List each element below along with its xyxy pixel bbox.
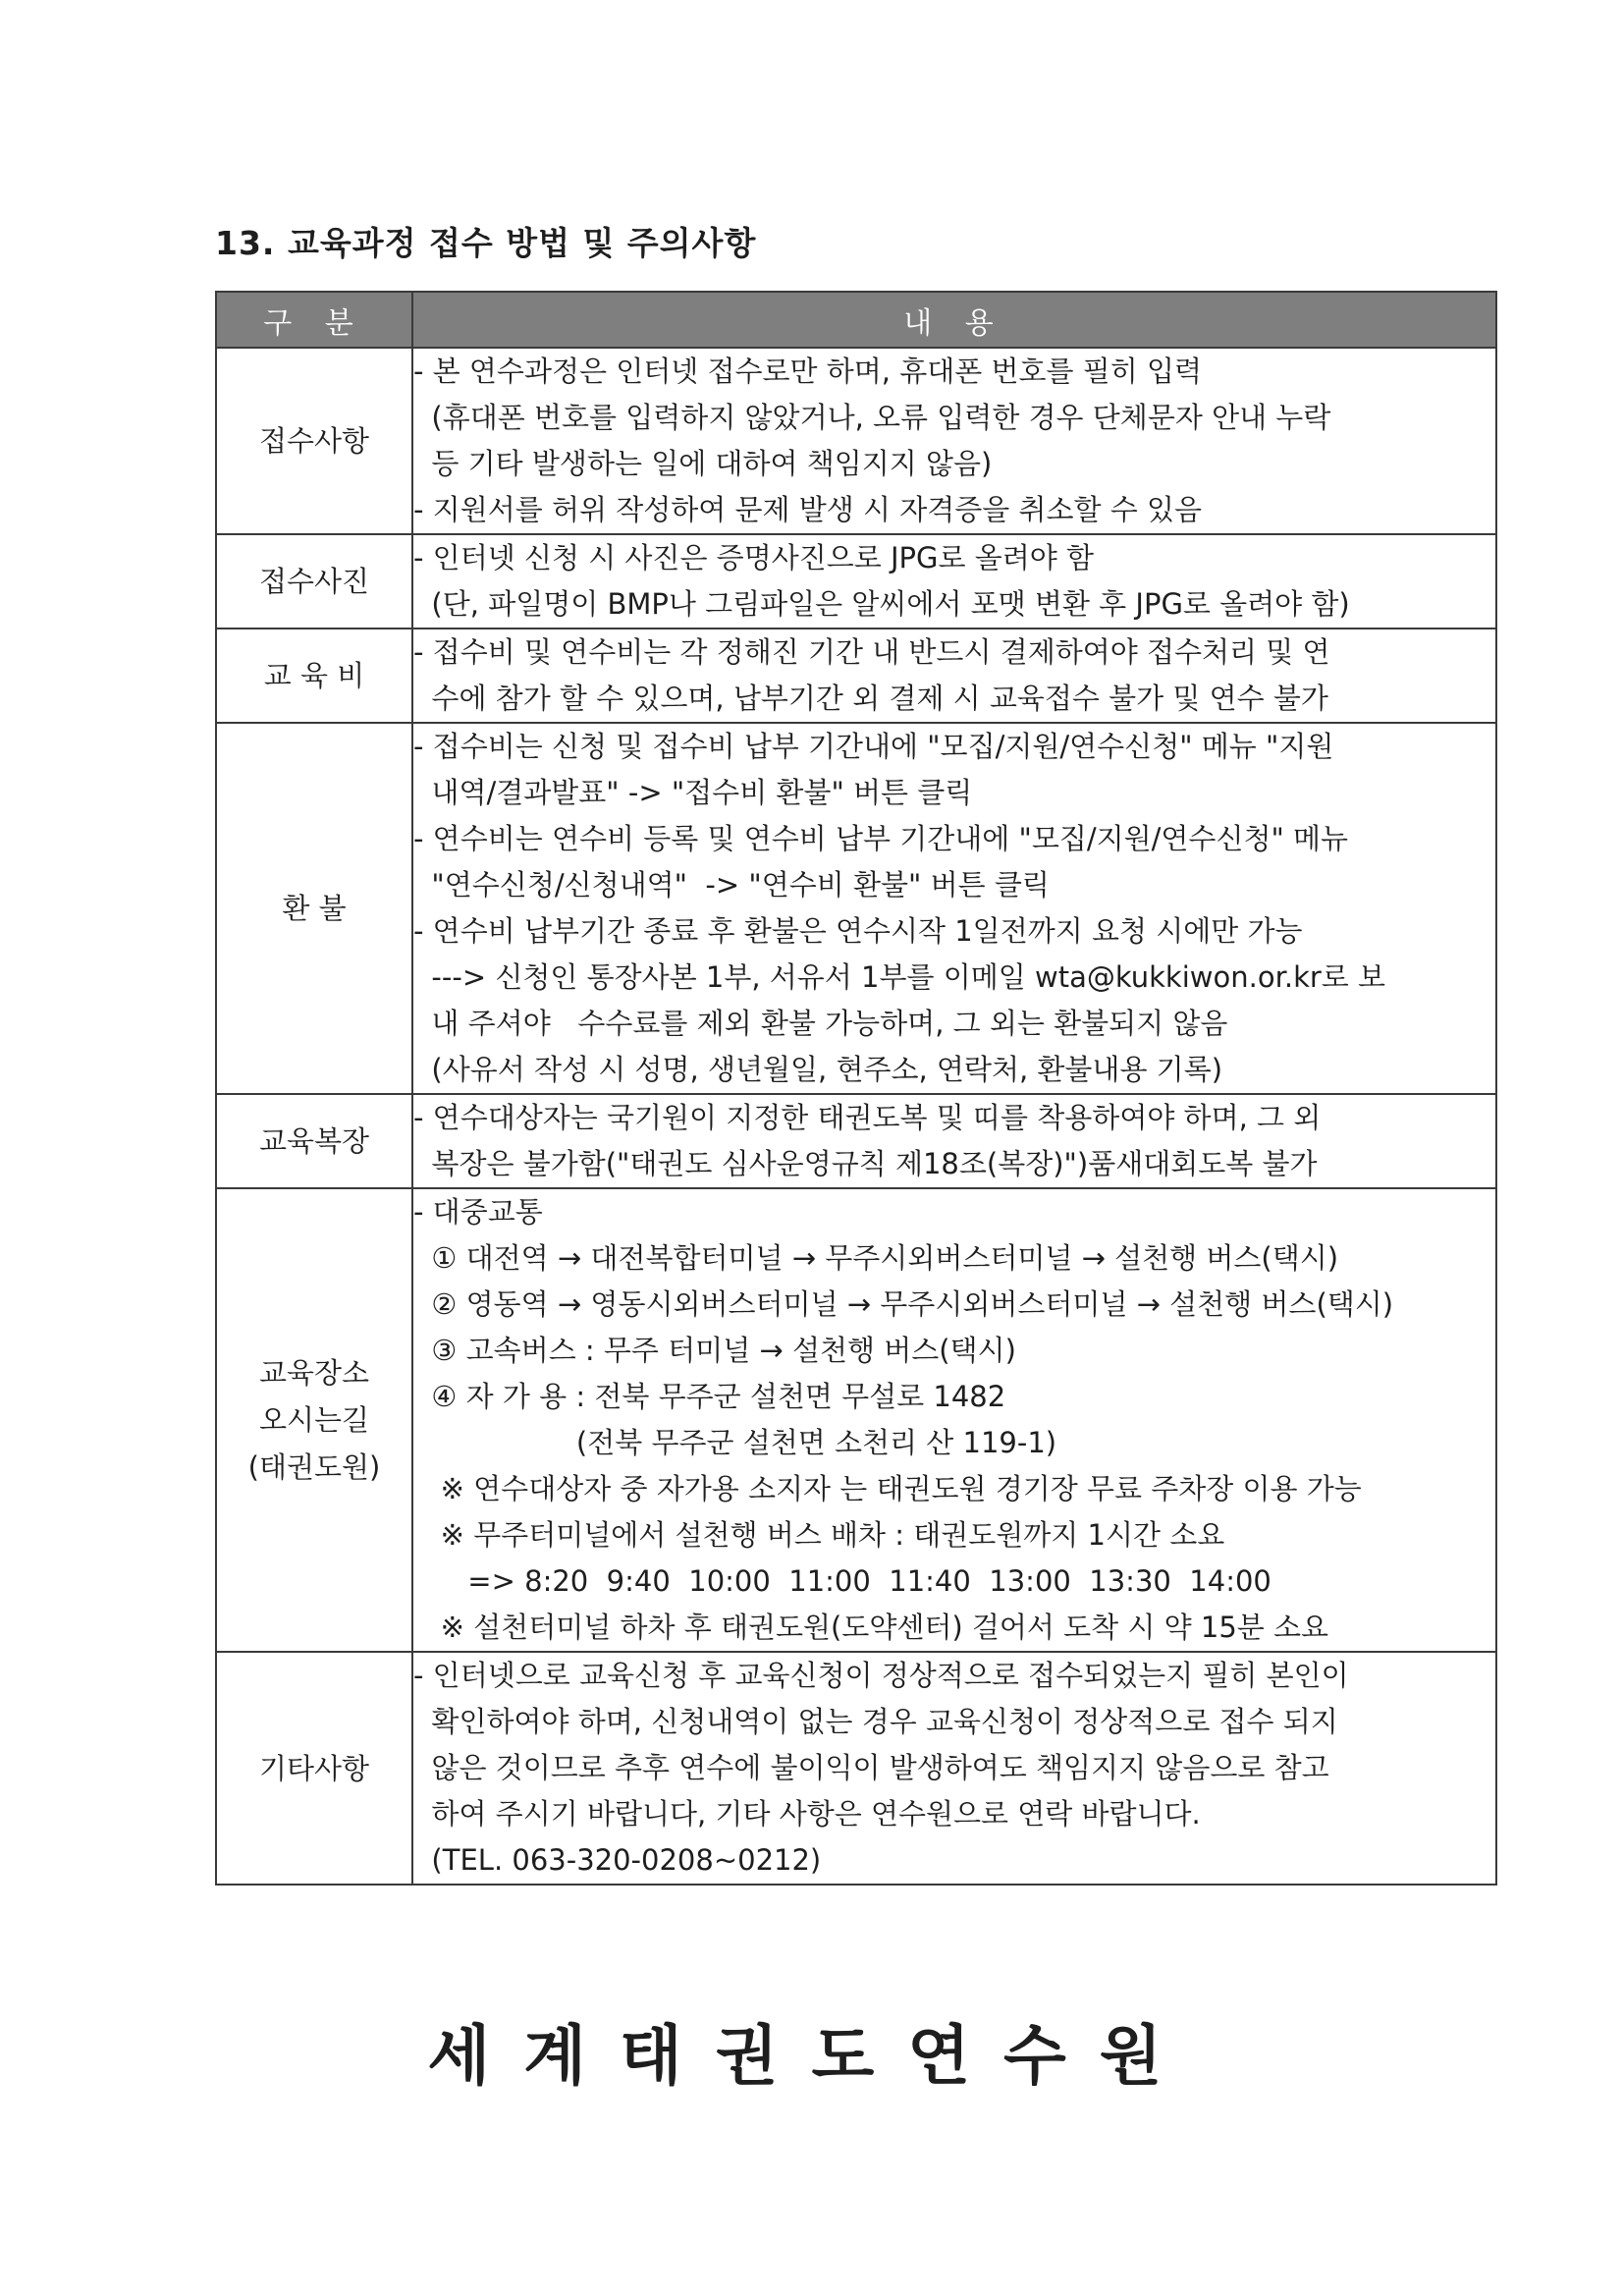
content-line: 않은 것이므로 추후 연수에 불이익이 발생하여도 책임지지 않음으로 참고	[413, 1751, 1329, 1784]
row-other	[216, 1652, 1496, 1885]
organization-name: 세계태권도연수원	[427, 2018, 1196, 2094]
content-line: (사유서 작성 시 성명, 생년월일, 현주소, 연락처, 환불내용 기록)	[413, 1053, 1223, 1086]
row-content	[412, 629, 1496, 723]
content-line: - 연수비는 연수비 등록 및 연수비 납부 기간내에 "모집/지원/연수신청" 메뉴	[413, 822, 1349, 855]
content-line: (전북 무주군 설천면 소천리 산 119-1)	[413, 1426, 1057, 1459]
content-line: 확인하여야 하며, 신청내역이 없는 경우 교육신청이 정상적으로 접수 되지	[413, 1705, 1338, 1738]
content-line: - 지원서를 허위 작성하여 문제 발생 시 자격증을 취소할 수 있음	[413, 493, 1202, 526]
content-line: ※ 연수대상자 중 자가용 소지자 는 태권도원 경기장 무료 주차장 이용 가능	[413, 1472, 1362, 1505]
content-line: "연수신청/신청내역" -> "연수비 환불" 버튼 클릭	[413, 868, 1050, 902]
row-directions	[216, 1188, 1496, 1652]
content-line: ※ 설천터미널 하차 후 태권도원(도약센터) 걸어서 도착 시 약 15분 소요	[413, 1611, 1329, 1644]
content-line: - 대중교통	[413, 1195, 543, 1229]
header-category: 구 분	[216, 292, 412, 348]
content-line: ② 영동역 → 영동시외버스터미널 → 무주시외버스터미널 → 설천행 버스(택시)	[413, 1287, 1394, 1321]
content-line: ④ 자 가 용 : 전북 무주군 설천면 무설로 1482	[413, 1380, 1006, 1413]
row-label: 환 불	[216, 723, 412, 1094]
row-uniform	[216, 1094, 1496, 1188]
row-refund	[216, 723, 1496, 1094]
section-title: 13. 교육과정 접수 방법 및 주의사항	[215, 224, 757, 262]
row-content	[412, 723, 1496, 1094]
header-content: 내 용	[412, 292, 1496, 348]
content-line: (휴대폰 번호를 입력하지 않았거나, 오류 입력한 경우 단체문자 안내 누락	[413, 401, 1331, 434]
content-line: ---> 신청인 통장사본 1부, 서유서 1부를 이메일 wta@kukkiwon.or.kr로 보	[413, 960, 1386, 994]
content-line: ③ 고속버스 : 무주 터미널 → 설천행 버스(택시)	[413, 1334, 1016, 1367]
content-line: 내역/결과발표" -> "접수비 환불" 버튼 클릭	[413, 776, 973, 809]
content-line: (단, 파일명이 BMP나 그림파일은 알씨에서 포맷 변환 후 JPG로 올려야 함)	[413, 587, 1350, 621]
row-content	[412, 1188, 1496, 1652]
content-line: - 연수비 납부기간 종료 후 환불은 연수시작 1일전까지 요청 시에만 가능	[413, 914, 1303, 948]
content-line: - 인터넷 신청 시 사진은 증명사진으로 JPG로 올려야 함	[413, 541, 1095, 574]
content-line: - 본 연수과정은 인터넷 접수로만 하며, 휴대폰 번호를 필히 입력	[413, 355, 1202, 388]
row-label: 교육장소 오시는길 (태권도원)	[216, 1188, 412, 1652]
content-line: 하여 주시기 바랍니다, 기타 사항은 연수원으로 연락 바랍니다.	[413, 1797, 1201, 1831]
info-table	[215, 291, 1497, 1886]
row-fee	[216, 629, 1496, 723]
row-label: 교육복장	[216, 1094, 412, 1188]
row-reception	[216, 348, 1496, 534]
content-line: (TEL. 063-320-0208~0212)	[413, 1843, 822, 1877]
content-line: - 인터넷으로 교육신청 후 교육신청이 정상적으로 접수되었는지 필히 본인이	[413, 1659, 1349, 1692]
row-label: 접수사항	[216, 348, 412, 534]
row-content	[412, 534, 1496, 629]
row-label: 교 육 비	[216, 629, 412, 723]
row-label: 기타사항	[216, 1652, 412, 1885]
content-line: ※ 무주터미널에서 설천행 버스 배차 : 태권도원까지 1시간 소요	[413, 1518, 1225, 1552]
row-content	[412, 1094, 1496, 1188]
content-line: => 8:20 9:40 10:00 11:00 11:40 13:00 13:30 14:00	[413, 1564, 1271, 1598]
content-line: - 연수대상자는 국기원이 지정한 태권도복 및 띠를 착용하여야 하며, 그 외	[413, 1101, 1322, 1134]
content-line: 복장은 불가함("태권도 심사운영규칙 제18조(복장)")품새대회도복 불가	[413, 1147, 1318, 1180]
content-line: - 접수비 및 연수비는 각 정해진 기간 내 반드시 결제하여야 접수처리 및 연	[413, 635, 1330, 669]
content-line: 등 기타 발생하는 일에 대하여 책임지지 않음)	[413, 447, 993, 480]
content-line: 내 주셔야 수수료를 제외 환불 가능하며, 그 외는 환불되지 않음	[413, 1007, 1228, 1040]
content-line: 수에 참가 할 수 있으며, 납부기간 외 결제 시 교육접수 불가 및 연수 불가	[413, 682, 1328, 715]
row-content	[412, 1652, 1496, 1885]
row-photo	[216, 534, 1496, 629]
row-content	[412, 348, 1496, 534]
content-line: ① 대전역 → 대전복합터미널 → 무주시외버스터미널 → 설천행 버스(택시)	[413, 1241, 1339, 1275]
table-header-row	[216, 292, 1496, 348]
content-line: - 접수비는 신청 및 접수비 납부 기간내에 "모집/지원/연수신청" 메뉴 "지원	[413, 730, 1334, 763]
row-label: 접수사진	[216, 534, 412, 629]
